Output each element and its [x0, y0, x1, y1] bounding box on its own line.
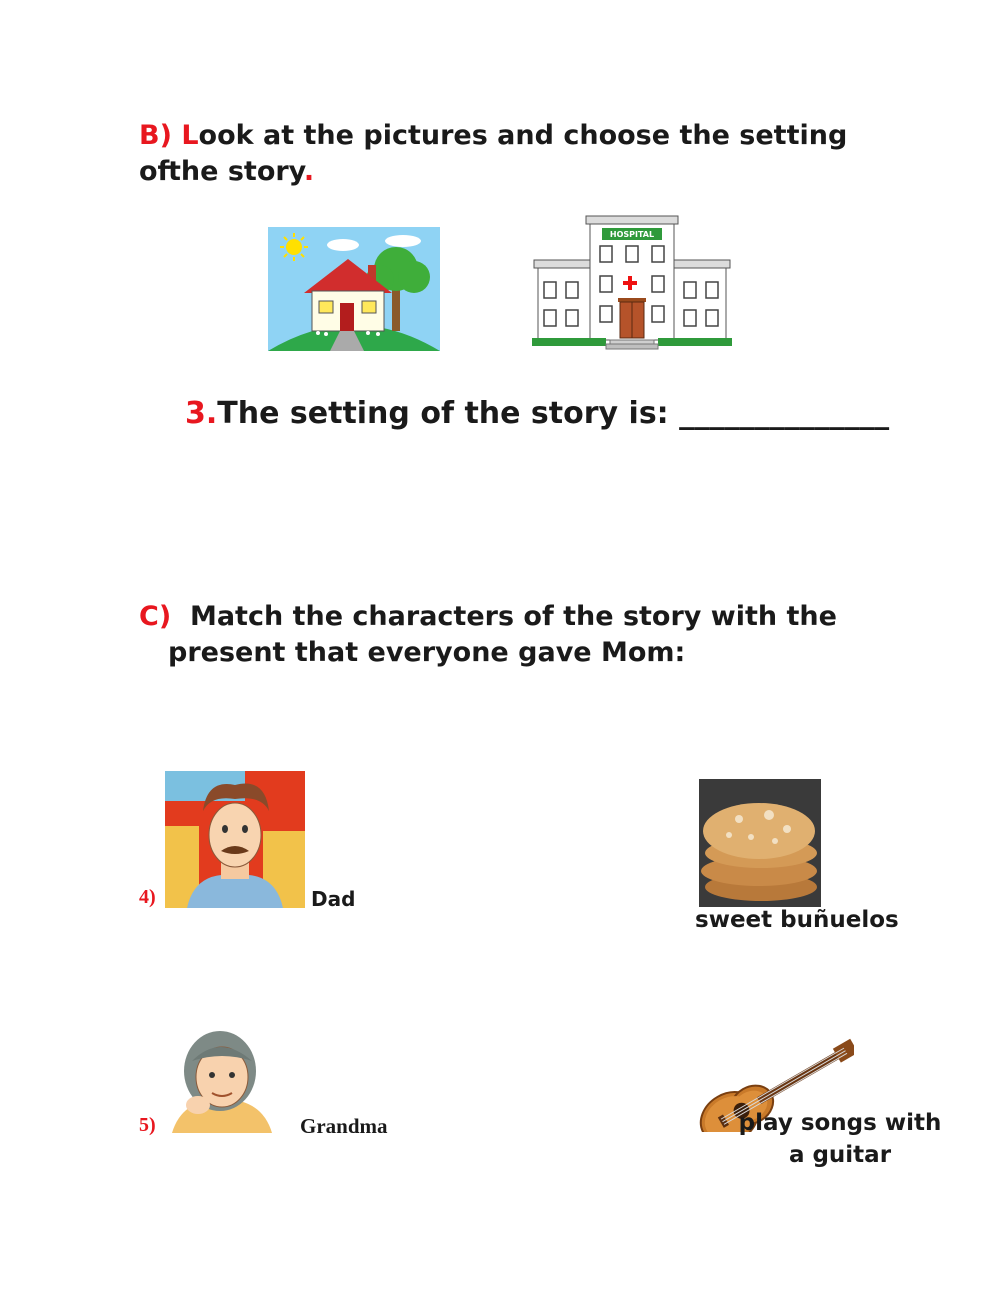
item-4-number: 4): [139, 886, 156, 908]
answer-guitar: [735, 1107, 945, 1171]
item-4-name: Dad: [311, 887, 356, 911]
grandma-image: [162, 1021, 282, 1133]
section-b-period: .: [303, 156, 315, 187]
section-b-letter: B): [139, 120, 172, 151]
dad-image: [165, 771, 305, 908]
section-b-heading-line2: [168, 154, 314, 190]
house-image: [268, 227, 440, 351]
section-c-line2: present that everyone gave Mom:: [168, 637, 686, 668]
section-b-line2: the story: [168, 156, 304, 187]
section-c-line1: Match the characters of the story with the: [189, 601, 837, 632]
section-b-line1: ook at the pictures and choose the setting of: [139, 120, 848, 187]
hospital-sign-text: HOSPITAL: [609, 230, 655, 239]
item-5-number: 5): [139, 1114, 156, 1136]
section-c-letter: C): [139, 601, 172, 632]
question-3-number: 3.: [185, 396, 218, 431]
answer-bunuelos: sweet buñuelos: [695, 907, 899, 933]
answer-guitar-line1: play songs with: [738, 1110, 942, 1136]
question-3: [185, 396, 889, 431]
answer-guitar-line2: a guitar: [788, 1142, 892, 1168]
section-c-heading-line2: [168, 635, 685, 671]
item-5-name: Grandma: [300, 1114, 388, 1138]
hospital-image: [532, 214, 732, 352]
question-3-answer-blank[interactable]: ______________: [679, 396, 890, 431]
section-c-heading: [139, 599, 859, 635]
section-b-first-letter: L: [181, 120, 199, 151]
question-3-text: The setting of the story is:: [217, 396, 680, 431]
bunuelos-image: [699, 779, 821, 907]
